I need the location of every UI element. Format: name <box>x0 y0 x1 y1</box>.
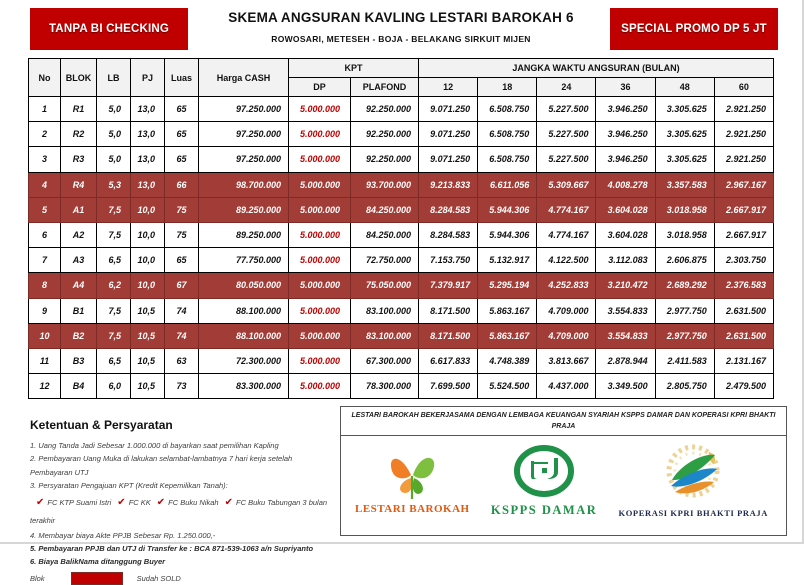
cell: 9.213.833 <box>419 172 478 197</box>
cell: 10,0 <box>131 222 165 247</box>
checkmark-icon: ✔ <box>156 496 166 508</box>
cell: 5.227.500 <box>537 147 596 172</box>
cell: 5.524.500 <box>478 374 537 399</box>
cell: 3.210.472 <box>596 273 655 298</box>
cell: 97.250.000 <box>199 97 289 122</box>
cell: B1 <box>61 298 97 323</box>
cell: 4.709.000 <box>537 323 596 348</box>
cell: 65 <box>165 122 199 147</box>
cell: 92.250.000 <box>351 147 419 172</box>
cell: 5 <box>29 197 61 222</box>
table-row <box>29 374 774 399</box>
cell: 84.250.000 <box>351 197 419 222</box>
cell: 97.250.000 <box>199 147 289 172</box>
cell: 92.250.000 <box>351 122 419 147</box>
col-header-dp: DP <box>289 78 351 97</box>
cell: 6,0 <box>97 374 131 399</box>
cell: 2.131.167 <box>714 348 773 373</box>
cell: 8.171.500 <box>419 298 478 323</box>
term-item: 2. Pembayaran Uang Muka di lakukan selambat-lambatnya 7 hari kerja setelah Pembayaran UTJ <box>30 454 293 477</box>
cell: 6,5 <box>97 348 131 373</box>
cell: 7,5 <box>97 323 131 348</box>
cell: 2.689.292 <box>655 273 714 298</box>
cell: 88.100.000 <box>199 323 289 348</box>
cell: 74 <box>165 298 199 323</box>
cell: 5.000.000 <box>289 298 351 323</box>
cell: 3.604.028 <box>596 197 655 222</box>
cell: 13,0 <box>131 122 165 147</box>
cell: 88.100.000 <box>199 298 289 323</box>
cell: 3.305.625 <box>655 97 714 122</box>
cell: 97.250.000 <box>199 122 289 147</box>
table-row <box>29 222 774 247</box>
cell: 10 <box>29 323 61 348</box>
page-subtitle: ROWOSARI, METESEH - BOJA - BELAKANG SIRKUIT MIJEN <box>271 34 531 44</box>
col-header-12: 12 <box>419 78 478 97</box>
cell: 2.667.917 <box>714 197 773 222</box>
header <box>0 0 802 56</box>
table-row <box>29 323 774 348</box>
cell: 6.617.833 <box>419 348 478 373</box>
cell: 2.921.250 <box>714 147 773 172</box>
cell: 72.300.000 <box>199 348 289 373</box>
cell: 10,5 <box>131 298 165 323</box>
col-group-tenor: JANGKA WAKTU ANGSURAN (BULAN) <box>419 59 774 78</box>
cell: 93.700.000 <box>351 172 419 197</box>
cell: B4 <box>61 374 97 399</box>
cell: 8.284.583 <box>419 222 478 247</box>
cell: 75 <box>165 197 199 222</box>
kspps-damar-icon <box>511 445 577 499</box>
cell: 4.008.278 <box>596 172 655 197</box>
cell: 5.295.194 <box>478 273 537 298</box>
table-row <box>29 197 774 222</box>
term-item: 1. Uang Tanda Jadi Sebesar 1.000.000 di bayarkan saat pemilihan Kapling <box>30 441 279 451</box>
kspps-damar-logo <box>491 445 597 518</box>
installment-table-wrap <box>28 58 774 399</box>
cell: 83.300.000 <box>199 374 289 399</box>
cell: 3.554.833 <box>596 323 655 348</box>
cell: 4.774.167 <box>537 197 596 222</box>
cell: 7.699.500 <box>419 374 478 399</box>
cell: 3.018.958 <box>655 197 714 222</box>
cell: 6.508.750 <box>478 97 537 122</box>
cell: 5.000.000 <box>289 197 351 222</box>
cell: 6 <box>29 222 61 247</box>
cell: 3.018.958 <box>655 222 714 247</box>
cell: 6.508.750 <box>478 122 537 147</box>
cell: 4.774.167 <box>537 222 596 247</box>
cell: 5.000.000 <box>289 273 351 298</box>
cell: 8.171.500 <box>419 323 478 348</box>
cell: 5,0 <box>97 97 131 122</box>
partners-heading: LESTARI BAROKAH BEKERJASAMA DENGAN LEMBAGA KEUANGAN SYARIAH KSPPS DAMAR DAN KOPERASI KPRI BHAKTI PRAJA <box>341 407 786 436</box>
kpt-document-checklist <box>30 492 336 529</box>
cell: R3 <box>61 147 97 172</box>
checkmark-icon: ✔ <box>224 496 233 508</box>
cell: 5.863.167 <box>478 298 537 323</box>
table-row <box>29 273 774 298</box>
cell: 5.000.000 <box>289 172 351 197</box>
term-item: 6. Biaya BalikNama ditanggung Buyer <box>30 556 166 566</box>
page-title: SKEMA ANGSURAN KAVLING LESTARI BAROKAH 6 <box>228 10 574 25</box>
cell: 83.100.000 <box>351 298 419 323</box>
cell: 7.379.917 <box>419 273 478 298</box>
cell: 65 <box>165 248 199 273</box>
cell: 2.606.875 <box>655 248 714 273</box>
checklist-item: FC KK <box>128 497 151 507</box>
no-bi-checking-badge: TANPA BI CHECKING <box>30 8 188 50</box>
terms-section <box>0 406 340 585</box>
cell: 3.349.500 <box>596 374 655 399</box>
cell: 65 <box>165 147 199 172</box>
kpri-wreath-icon <box>659 444 727 502</box>
sold-legend <box>30 572 336 585</box>
cell: 74 <box>165 323 199 348</box>
cell: 5.000.000 <box>289 122 351 147</box>
col-header-luas: Luas <box>165 59 199 97</box>
cell: 8.284.583 <box>419 197 478 222</box>
cell: 5,0 <box>97 147 131 172</box>
cell: 9 <box>29 298 61 323</box>
cell: 7.153.750 <box>419 248 478 273</box>
cell: 7 <box>29 248 61 273</box>
cell: 2.411.583 <box>655 348 714 373</box>
table-row <box>29 97 774 122</box>
table-row <box>29 248 774 273</box>
term-item: 3. Persyaratan Pengajuan KPT (Kredit Kepemilikan Tanah): <box>30 480 228 490</box>
cell: B3 <box>61 348 97 373</box>
cell: 9.071.250 <box>419 97 478 122</box>
legend-label: Blok <box>30 573 45 583</box>
cell: 5.863.167 <box>478 323 537 348</box>
cell: 3.946.250 <box>596 122 655 147</box>
cell: 67 <box>165 273 199 298</box>
checklist-item: FC KTP Suami Istri <box>47 497 112 507</box>
col-header-36: 36 <box>596 78 655 97</box>
cell: 83.100.000 <box>351 323 419 348</box>
cell: 75 <box>165 222 199 247</box>
table-row <box>29 147 774 172</box>
cell: 5.000.000 <box>289 323 351 348</box>
col-header-plafond: PLAFOND <box>351 78 419 97</box>
cell: 10,0 <box>131 248 165 273</box>
cell: 65 <box>165 97 199 122</box>
cell: 2.631.500 <box>714 323 773 348</box>
cell: 10,5 <box>131 348 165 373</box>
cell: 5.944.306 <box>478 197 537 222</box>
col-header-no: No <box>29 59 61 97</box>
cell: 2.921.250 <box>714 122 773 147</box>
col-header-lb: LB <box>97 59 131 97</box>
cell: 4.748.389 <box>478 348 537 373</box>
cell: R1 <box>61 97 97 122</box>
cell: 73 <box>165 374 199 399</box>
cell: 5.132.917 <box>478 248 537 273</box>
checkmark-icon: ✔ <box>117 496 126 508</box>
promo-badge: SPECIAL PROMO DP 5 JT <box>610 8 778 50</box>
cell: 63 <box>165 348 199 373</box>
cell: 10,0 <box>131 197 165 222</box>
cell: 2.977.750 <box>655 323 714 348</box>
cell: 2.479.500 <box>714 374 773 399</box>
checklist-item: FC Buku Nikah <box>168 497 219 507</box>
installment-table <box>28 58 774 399</box>
col-header-18: 18 <box>478 78 537 97</box>
cell: 77.750.000 <box>199 248 289 273</box>
leaf-butterfly-icon <box>381 447 443 501</box>
cell: 5,3 <box>97 172 131 197</box>
legend-text: Sudah SOLD <box>136 573 181 583</box>
table-header <box>29 59 774 97</box>
cell: A1 <box>61 197 97 222</box>
cell: 5.227.500 <box>537 122 596 147</box>
cell: 6,5 <box>97 248 131 273</box>
lestari-barokah-caption: LESTARI BAROKAH <box>355 503 470 516</box>
cell: 12 <box>29 374 61 399</box>
sold-color-swatch <box>71 572 123 585</box>
cell: 10,0 <box>131 273 165 298</box>
table-row <box>29 122 774 147</box>
cell: 5,0 <box>97 122 131 147</box>
cell: 2.303.750 <box>714 248 773 273</box>
cell: 5.000.000 <box>289 97 351 122</box>
table-row <box>29 172 774 197</box>
cell: 6.508.750 <box>478 147 537 172</box>
col-header-60: 60 <box>714 78 773 97</box>
partner-logos <box>341 436 786 518</box>
cell: 2.878.944 <box>596 348 655 373</box>
cell: 78.300.000 <box>351 374 419 399</box>
cell: 7,5 <box>97 222 131 247</box>
cell: 72.750.000 <box>351 248 419 273</box>
cell: 3.112.083 <box>596 248 655 273</box>
partners-box <box>340 406 787 536</box>
kpri-bhakti-praja-logo <box>618 444 768 518</box>
cell: 3.813.667 <box>537 348 596 373</box>
cell: 3.357.583 <box>655 172 714 197</box>
cell: 2.667.917 <box>714 222 773 247</box>
cell: 5.000.000 <box>289 248 351 273</box>
cell: 75.050.000 <box>351 273 419 298</box>
cell: 8 <box>29 273 61 298</box>
cell: 4.252.833 <box>537 273 596 298</box>
cell: 4.122.500 <box>537 248 596 273</box>
cell: 5.944.306 <box>478 222 537 247</box>
cell: 11 <box>29 348 61 373</box>
col-header-pj: PJ <box>131 59 165 97</box>
cell: 9.071.250 <box>419 147 478 172</box>
terms-title: Ketentuan & Persyaratan <box>30 418 173 433</box>
cell: B2 <box>61 323 97 348</box>
cell: 9.071.250 <box>419 122 478 147</box>
term-item: 4. Membayar biaya Akte PPJB Sebesar Rp. 1.250.000,- <box>30 530 216 540</box>
cell: A3 <box>61 248 97 273</box>
table-row <box>29 298 774 323</box>
cell: 2.631.500 <box>714 298 773 323</box>
cell: 3.604.028 <box>596 222 655 247</box>
cell: 2.921.250 <box>714 97 773 122</box>
cell: 5.227.500 <box>537 97 596 122</box>
cell: R4 <box>61 172 97 197</box>
cell: 89.250.000 <box>199 197 289 222</box>
cell: 2.967.167 <box>714 172 773 197</box>
cell: R2 <box>61 122 97 147</box>
table-body <box>29 97 774 399</box>
col-header-24: 24 <box>537 78 596 97</box>
col-header-blok: BLOK <box>61 59 97 97</box>
cell: 80.050.000 <box>199 273 289 298</box>
cell: 4.709.000 <box>537 298 596 323</box>
cell: 3.554.833 <box>596 298 655 323</box>
cell: A2 <box>61 222 97 247</box>
lestari-barokah-logo <box>355 447 470 515</box>
cell: 84.250.000 <box>351 222 419 247</box>
cell: 1 <box>29 97 61 122</box>
cell: 2.977.750 <box>655 298 714 323</box>
cell: 5.000.000 <box>289 147 351 172</box>
col-group-kpt: KPT <box>289 59 419 78</box>
cell: 13,0 <box>131 147 165 172</box>
cell: 7,5 <box>97 197 131 222</box>
cell: 4.437.000 <box>537 374 596 399</box>
cell: 3.946.250 <box>596 147 655 172</box>
title-block <box>200 10 602 44</box>
cell: 7,5 <box>97 298 131 323</box>
bottom-section <box>0 406 802 585</box>
cell: A4 <box>61 273 97 298</box>
term-item: 5. Pembayaran PPJB dan UTJ di Transfer ke : BCA 871-539-1063 a/n Supriyanto <box>30 543 314 553</box>
checklist-item: FC Buku Tabungan 3 bulan terakhir <box>30 497 328 525</box>
cell: 2.376.583 <box>714 273 773 298</box>
checkmark-icon: ✔ <box>36 496 45 508</box>
terms-list <box>30 439 336 568</box>
cell: 3 <box>29 147 61 172</box>
col-header-harga-cash: Harga CASH <box>199 59 289 97</box>
cell: 2 <box>29 122 61 147</box>
cell: 2.805.750 <box>655 374 714 399</box>
cell: 5.000.000 <box>289 374 351 399</box>
cell: 10,5 <box>131 323 165 348</box>
table-row <box>29 348 774 373</box>
cell: 6,2 <box>97 273 131 298</box>
cell: 3.946.250 <box>596 97 655 122</box>
cell: 89.250.000 <box>199 222 289 247</box>
cell: 6.611.056 <box>478 172 537 197</box>
cell: 5.309.667 <box>537 172 596 197</box>
kspps-damar-caption: KSPPS DAMAR <box>490 502 598 517</box>
col-header-48: 48 <box>655 78 714 97</box>
cell: 5.000.000 <box>289 222 351 247</box>
cell: 3.305.625 <box>655 147 714 172</box>
cell: 98.700.000 <box>199 172 289 197</box>
cell: 13,0 <box>131 97 165 122</box>
cell: 13,0 <box>131 172 165 197</box>
cell: 4 <box>29 172 61 197</box>
kpri-bhakti-praja-caption: KOPERASI KPRI BHAKTI PRAJA <box>618 508 768 519</box>
cell: 67.300.000 <box>351 348 419 373</box>
cell: 66 <box>165 172 199 197</box>
cell: 3.305.625 <box>655 122 714 147</box>
cell: 92.250.000 <box>351 97 419 122</box>
cell: 10,5 <box>131 374 165 399</box>
cell: 5.000.000 <box>289 348 351 373</box>
